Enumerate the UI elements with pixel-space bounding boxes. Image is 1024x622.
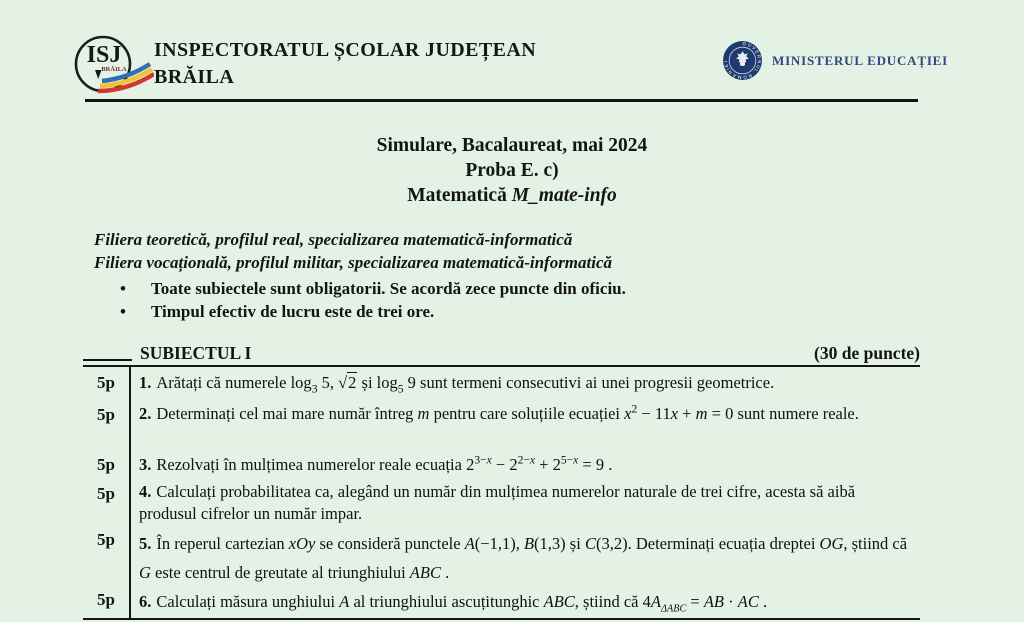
program-line-2: Filiera vocațională, profilul militar, specializarea matematică-informatică: [94, 253, 613, 272]
title-line-2: Proba E. c): [465, 160, 559, 181]
problem-number: 4.: [139, 482, 152, 501]
notes-list: [120, 277, 626, 323]
isj-braila-logo: [66, 34, 154, 98]
points-cell: 5p: [83, 584, 131, 618]
problem-text: [131, 478, 920, 524]
program-block: [94, 228, 612, 274]
problem-statement: În reperul cartezian xOy se consideră punctele A(−1,1), B(1,3) și C(3,2). Determinați ecuația dreptei OG, știind că G este centrul de greutate al triunghiului ABC .: [139, 534, 908, 582]
note-item: [120, 300, 626, 323]
problem-statement: Calculați probabilitatea ca, alegând un număr din mulțimea numerelor naturale de trei cifre, acesta să aibă produsul cifrelor un număr impar.: [139, 482, 856, 523]
problem-number: 2.: [139, 404, 152, 423]
problem-row: [83, 584, 920, 618]
title-subject-code: M_mate-info: [511, 185, 617, 206]
problem-text: [131, 584, 920, 618]
problem-row: [83, 524, 920, 584]
exam-title: [0, 133, 1024, 208]
section-points: (30 de puncte): [814, 343, 920, 363]
problem-row: [83, 399, 920, 449]
note-item: [120, 277, 626, 300]
note-text: Toate subiectele sunt obligatorii. Se acordă zece puncte din oficiu.: [151, 279, 626, 298]
problem-text: [131, 367, 920, 399]
problems-table: [83, 365, 920, 620]
problem-number: 3.: [139, 455, 152, 474]
problem-statement: Determinați cel mai mare număr întreg m pentru care soluțiile ecuației $x^2 - 11x + m = 0$ sunt numere reale.: [156, 403, 859, 423]
org-name: [154, 37, 536, 91]
ministry-label: MINISTERUL EDUCAȚIEI: [772, 52, 949, 68]
bullet-icon: •: [120, 302, 126, 321]
problem-number: 1.: [139, 373, 152, 392]
org-name-line1: INSPECTORATUL ȘCOLAR JUDEȚEAN: [154, 39, 537, 61]
points-cell: 5p: [83, 399, 131, 449]
problem-text: [131, 524, 920, 584]
table-topleft-line: [83, 359, 132, 361]
seal-text: GUVERNUL ROMÂNIEI: [723, 40, 763, 81]
points-cell: 5p: [83, 449, 131, 478]
title-subject: Matematică: [407, 185, 512, 206]
problem-text: [131, 449, 920, 478]
isj-acronym: ISJ: [86, 42, 122, 68]
ministry-block: [722, 40, 948, 81]
isj-city: BRĂILA: [101, 66, 127, 73]
points-cell: 5p: [83, 367, 131, 399]
points-cell: 5p: [83, 478, 131, 524]
program-line-1: Filiera teoretică, profilul real, specializarea matematică-informatică: [94, 230, 573, 249]
problem-row: [83, 478, 920, 524]
problem-statement: Rezolvați în mulțimea numerelor reale ecuația $2^{3-x} - 2^{2-x} + 2^{5-x} = 9$ .: [156, 454, 613, 474]
header-rule: [85, 99, 918, 102]
problem-statement: Arătați că numerele $\log_3 5$, √2 și $\log_5 9$ sunt termeni consecutivi ai unei progresii geometrice.: [156, 373, 775, 396]
problem-statement: Calculați măsura unghiului A al triunghiului ascuțitunghic ABC, știind că $4A_{\Delta ABC}$ = AB · AC .: [156, 592, 768, 615]
government-seal-icon: [722, 40, 763, 81]
problem-text: [131, 399, 920, 449]
title-line-1: Simulare, Bacalaureat, mai 2024: [376, 135, 648, 156]
problem-row: [83, 449, 920, 478]
section-title: SUBIECTUL I: [140, 343, 252, 363]
note-text: Timpul efectiv de lucru este de trei ore.: [151, 302, 435, 321]
problem-number: 5.: [139, 534, 152, 553]
bullet-icon: •: [120, 279, 126, 298]
title-line-3: [0, 183, 1024, 208]
org-name-line2: BRĂILA: [154, 66, 235, 88]
points-cell: 5p: [83, 524, 131, 584]
problem-row: [83, 367, 920, 399]
problem-number: 6.: [139, 592, 152, 611]
